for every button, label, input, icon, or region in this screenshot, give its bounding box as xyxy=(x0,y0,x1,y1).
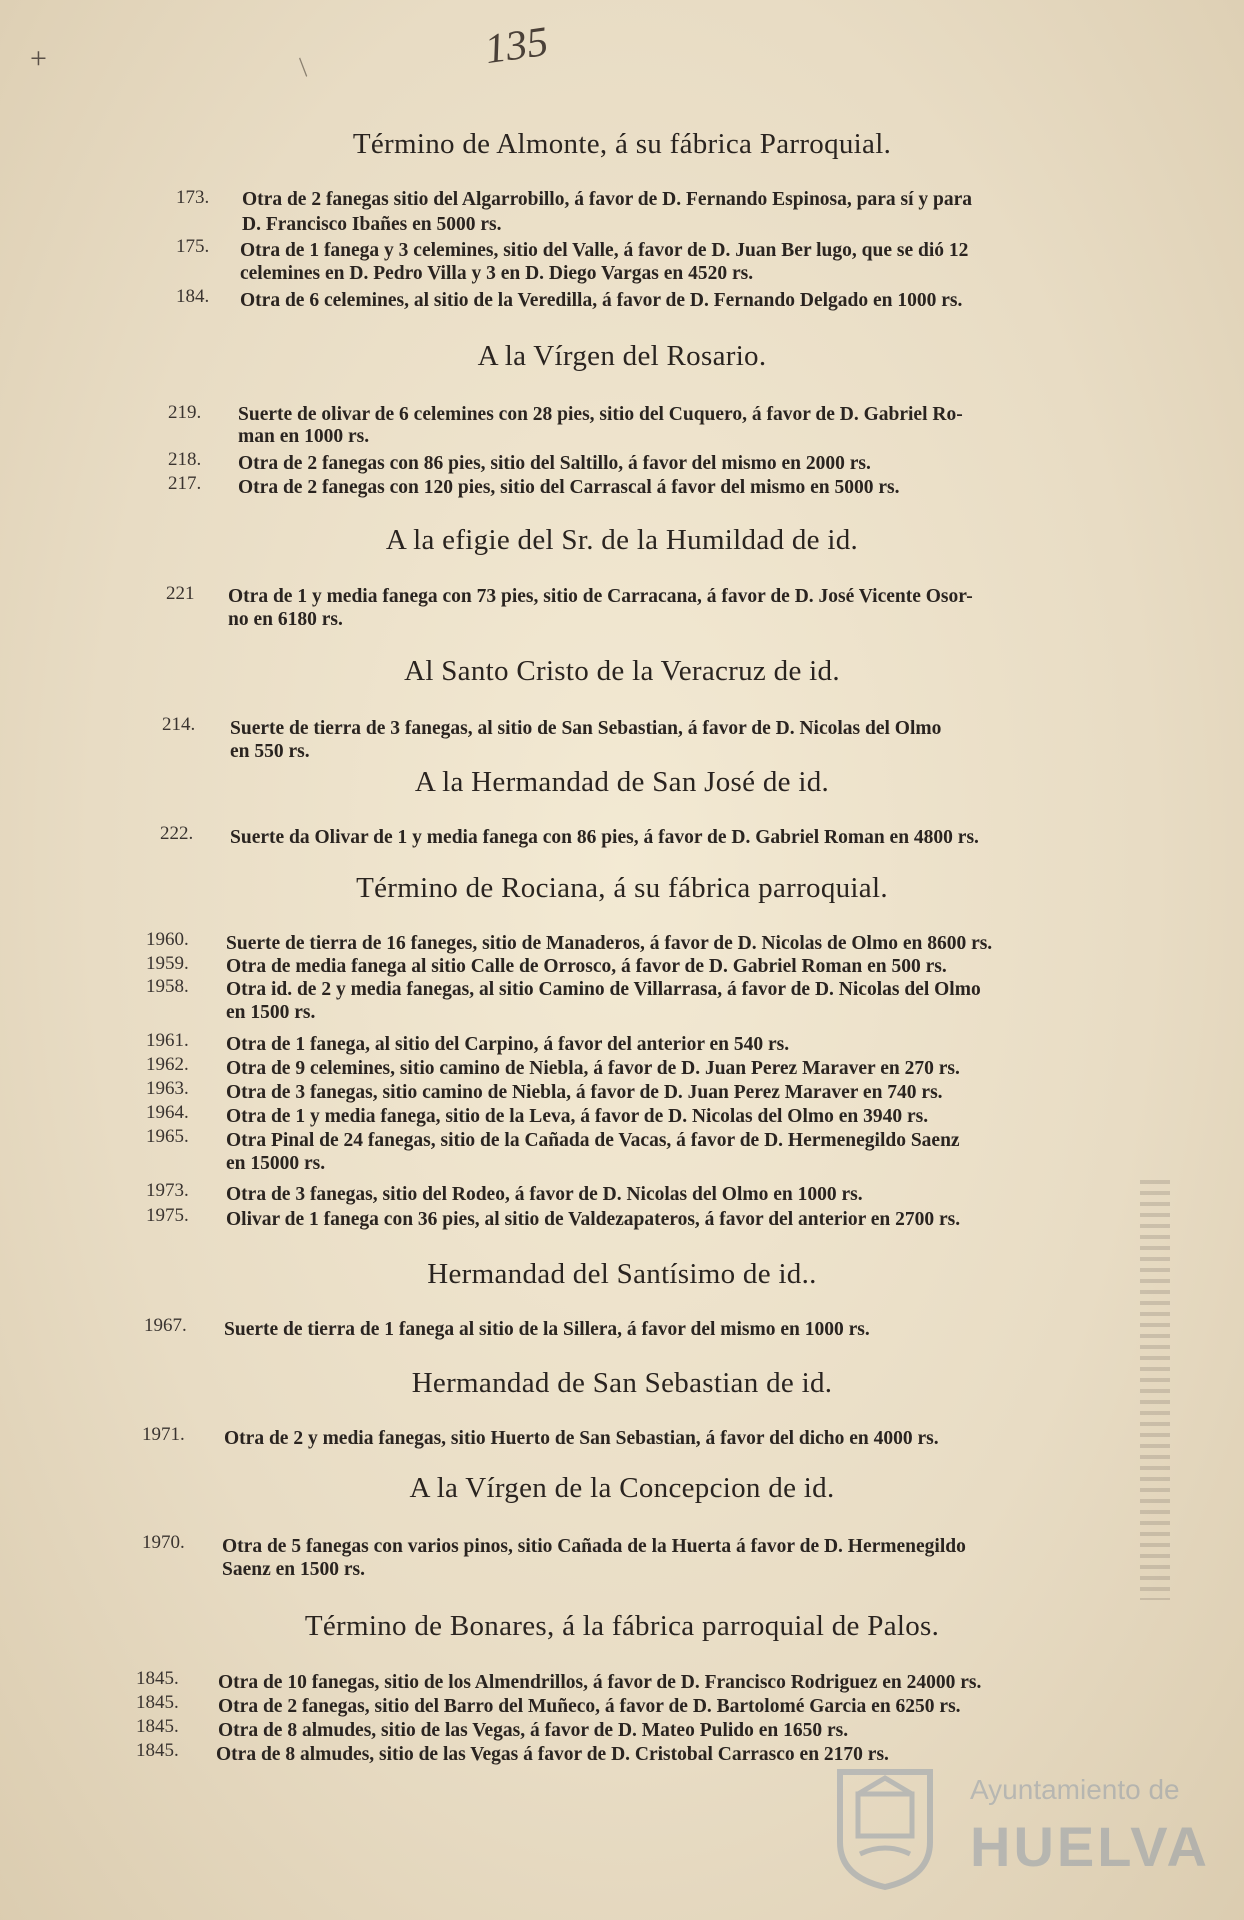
entry-number: 1958. xyxy=(146,976,189,997)
entry-number: 1975. xyxy=(146,1205,189,1226)
entry-line: Otra de 3 fanegas, sitio del Rodeo, á favor de D. Nicolas del Olmo en 1000 rs. xyxy=(226,1184,863,1205)
entry-line: Otra id. de 2 y media fanegas, al sitio Camino de Villarrasa, á favor de D. Nicolas del Olmo xyxy=(226,979,981,1000)
entry-number: 1967. xyxy=(144,1315,187,1336)
entry-line: en 550 rs. xyxy=(230,741,310,762)
entry-line: Otra de 1 fanega, al sitio del Carpino, á favor del anterior en 540 rs. xyxy=(226,1034,790,1055)
margin-plus-mark: + xyxy=(30,42,47,75)
entry-number: 1959. xyxy=(146,953,189,974)
entry-line: Suerte da Olivar de 1 y media fanega con 86 pies, á favor de D. Gabriel Roman en 4800 rs. xyxy=(230,827,979,848)
entry-line: Otra de 5 fanegas con varios pinos, sitio Cañada de la Huerta á favor de D. Hermenegildo xyxy=(222,1536,966,1557)
entry-number: 1971. xyxy=(142,1424,185,1445)
entry-line: Suerte de tierra de 16 faneges, sitio de Manaderos, á favor de D. Nicolas de Olmo en 8600 rs. xyxy=(226,933,993,954)
section-heading-concepcion: A la Vírgen de la Concepcion de id. xyxy=(409,1472,835,1504)
entry-line: Otra de 8 almudes, sitio de las Vegas, á favor de D. Mateo Pulido en 1650 rs. xyxy=(218,1720,849,1741)
entry-line: Suerte de tierra de 3 fanegas, al sitio de San Sebastian, á favor de D. Nicolas del Olmo xyxy=(230,718,942,739)
entry-line: no en 6180 rs. xyxy=(228,609,343,630)
entry-number: 219. xyxy=(168,402,202,423)
entry-number: 1845. xyxy=(136,1692,179,1713)
entry-line: Otra de 1 y media fanega con 73 pies, sitio de Carracana, á favor de D. José Vicente Osor- xyxy=(228,586,973,607)
entry-line: Otra de 1 y media fanega, sitio de la Leva, á favor de D. Nicolas del Olmo en 3940 rs. xyxy=(226,1106,929,1127)
entry-number: 1970. xyxy=(142,1532,185,1553)
entry-number: 1963. xyxy=(146,1078,189,1099)
entry-line: en 15000 rs. xyxy=(226,1153,326,1174)
entry-line: Otra de 1 fanega y 3 celemines, sitio del Valle, á favor de D. Juan Ber lugo, que se dió 12 xyxy=(240,240,969,261)
section-heading-humildad: A la efigie del Sr. de la Humildad de id. xyxy=(385,524,859,556)
entry-number: 222. xyxy=(160,823,194,844)
section-heading-bonares: Término de Bonares, á la fábrica parroquial de Palos. xyxy=(304,1610,940,1642)
entry-number: 218. xyxy=(168,449,202,470)
entry-line: en 1500 rs. xyxy=(226,1002,316,1023)
entry-line: Otra de media fanega al sitio Calle de Orrosco, á favor de D. Gabriel Roman en 500 rs. xyxy=(226,956,947,977)
city-shield-icon xyxy=(830,1762,940,1892)
entry-number: 1845. xyxy=(136,1716,179,1737)
entry-number: 173. xyxy=(176,187,210,208)
entry-number: 1961. xyxy=(146,1030,189,1051)
entry-number: 214. xyxy=(162,714,196,735)
folio-number: 135 xyxy=(482,18,551,74)
entry-number: 1965. xyxy=(146,1126,189,1147)
section-heading-rosario: A la Vírgen del Rosario. xyxy=(477,340,767,372)
entry-number: 1960. xyxy=(146,929,189,950)
entry-line: Saenz en 1500 rs. xyxy=(222,1559,365,1580)
entry-line: Otra de 2 fanegas con 120 pies, sitio del Carrascal á favor del mismo en 5000 rs. xyxy=(238,477,900,498)
entry-line: Otra de 10 fanegas, sitio de los Almendrillos, á favor de D. Francisco Rodriguez en 24000 rs. xyxy=(218,1672,982,1693)
watermark xyxy=(830,1762,1210,1892)
section-heading-san-sebastian: Hermandad de San Sebastian de id. xyxy=(411,1367,833,1399)
entry-line: Otra de 3 fanegas, sitio camino de Niebla, á favor de D. Juan Perez Maraver en 740 rs. xyxy=(226,1082,943,1103)
entry-line: Otra Pinal de 24 fanegas, sitio de la Cañada de Vacas, á favor de D. Hermenegildo Saenz xyxy=(226,1130,960,1151)
section-heading-almonte: Término de Almonte, á su fábrica Parroquial. xyxy=(352,128,892,160)
entry-line: D. Francisco Ibañes en 5000 rs. xyxy=(242,214,502,235)
entry-line: Otra de 2 fanegas, sitio del Barro del Muñeco, á favor de D. Bartolomé Garcia en 6250 rs. xyxy=(218,1696,961,1717)
entry-line: Otra de 2 fanegas sitio del Algarrobillo, á favor de D. Fernando Espinosa, para sí y para xyxy=(242,189,973,210)
entry-line: Otra de 2 fanegas con 86 pies, sitio del Saltillo, á favor del mismo en 2000 rs. xyxy=(238,453,871,474)
section-heading-veracruz: Al Santo Cristo de la Veracruz de id. xyxy=(404,655,840,687)
entry-line: Suerte de tierra de 1 fanega al sitio de la Sillera, á favor del mismo en 1000 rs. xyxy=(224,1319,870,1340)
entry-number: 221 xyxy=(166,583,195,604)
watermark-big-text: HUELVA xyxy=(970,1815,1210,1878)
section-heading-rociana: Término de Rociana, á su fábrica parroquial. xyxy=(356,872,888,904)
entry-number: 217. xyxy=(168,473,202,494)
entry-line: Otra de 8 almudes, sitio de las Vegas á favor de D. Cristobal Carrasco en 2170 rs. xyxy=(216,1744,889,1765)
entry-line: Otra de 9 celemines, sitio camino de Niebla, á favor de D. Juan Perez Maraver en 270 rs. xyxy=(226,1058,960,1079)
entry-line: Suerte de olivar de 6 celemines con 28 pies, sitio del Cuquero, á favor de D. Gabriel Ro- xyxy=(238,404,963,425)
margin-slash-mark: / xyxy=(290,53,317,82)
entry-line: celemines en D. Pedro Villa y 3 en D. Diego Vargas en 4520 rs. xyxy=(240,263,754,284)
entry-number: 1845. xyxy=(136,1740,179,1761)
entry-number: 184. xyxy=(176,286,210,307)
entry-line: man en 1000 rs. xyxy=(238,426,370,447)
entry-number: 1962. xyxy=(146,1054,189,1075)
section-heading-san-jose: A la Hermandad de San José de id. xyxy=(414,766,830,798)
entry-number: 175. xyxy=(176,236,210,257)
entry-number: 1973. xyxy=(146,1180,189,1201)
entry-line: Otra de 6 celemines, al sitio de la Veredilla, á favor de D. Fernando Delgado en 1000 rs. xyxy=(240,290,963,311)
entry-line: Olivar de 1 fanega con 36 pies, al sitio de Valdezapateros, á favor del anterior en 2700 rs. xyxy=(226,1209,961,1230)
entry-line: Otra de 2 y media fanegas, sitio Huerto de San Sebastian, á favor del dicho en 4000 rs. xyxy=(224,1428,939,1449)
entry-number: 1964. xyxy=(146,1102,189,1123)
watermark-small-text: Ayuntamiento de xyxy=(970,1774,1180,1805)
section-heading-santisimo: Hermandad del Santísimo de id.. xyxy=(427,1258,817,1290)
entry-number: 1845. xyxy=(136,1668,179,1689)
